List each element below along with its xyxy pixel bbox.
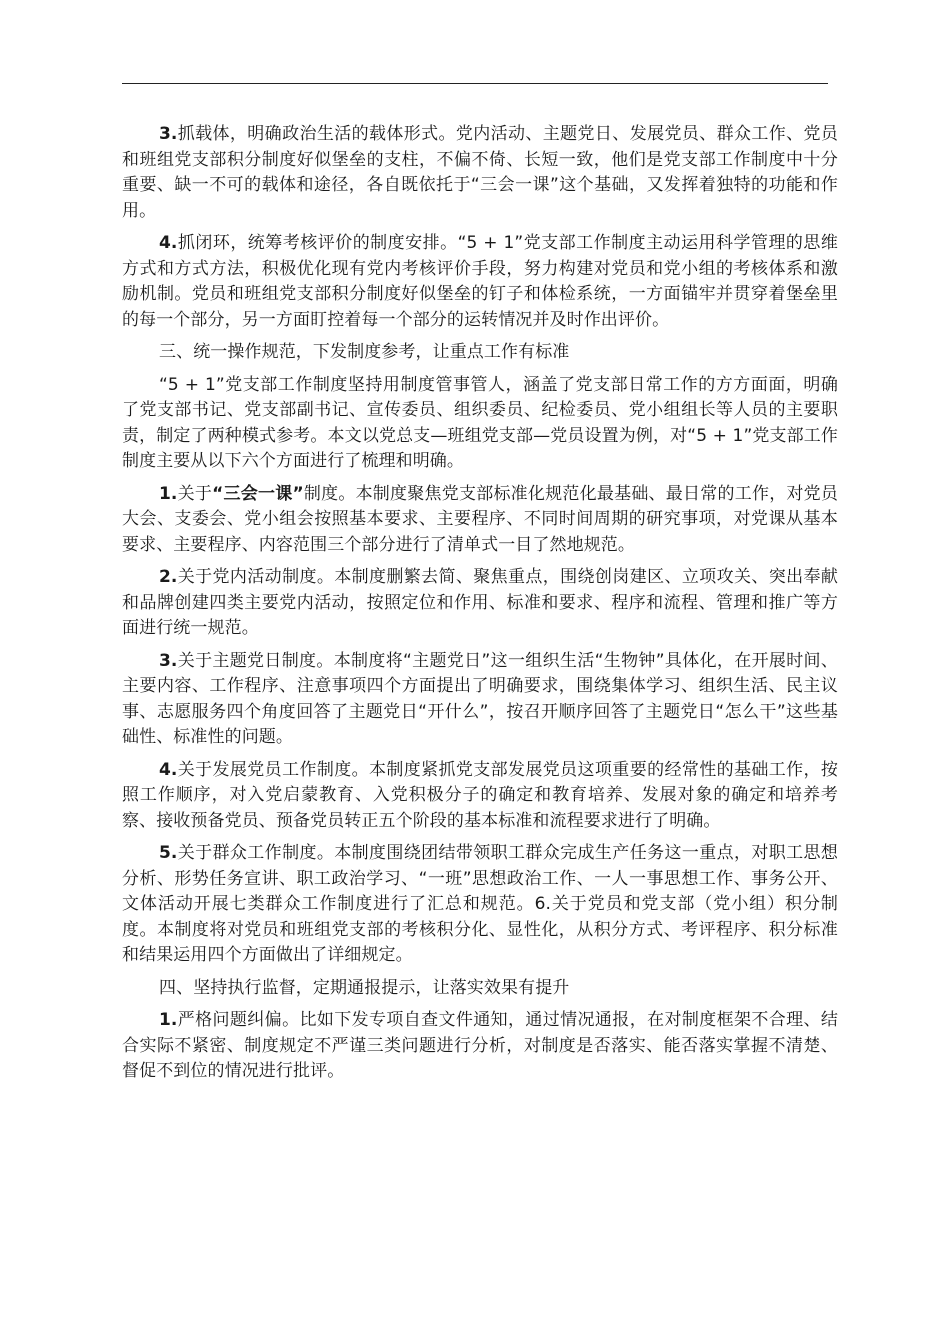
paragraph-number: 5. (159, 843, 178, 863)
paragraph-text: “5 + 1”党支部工作制度坚持用制度管事管人，涵盖了党支部日常工作的方方面面，明确了党支部书记、党支部副书记、宣传委员、组织委员、纪检委员、党小组组长等人员的主要职责，制定了两种模式参考。本文以党总支—班组党支部—党员设置为例，对“5 + 1”党支部工作制度主要从以下六个方面进行了梳理和明确。 (122, 374, 838, 471)
document-body (122, 122, 838, 1092)
header-rule (122, 83, 828, 84)
paragraph-text: 关于群众工作制度。本制度围绕团结带领职工群众完成生产任务这一重点，对职工思想分析、形势任务宣讲、职工政治学习、“一班”思想政治工作、一人一事思想工作、事务公开、文体活动开展七类群众工作制度进行了汇总和规范。6.关于党员和党支部（党小组）积分制度。本制度将对党员和班组党支部的考核积分化、显性化，从积分方式、考评程序、积分标准和结果运用四个方面做出了详细规定。 (122, 843, 838, 965)
paragraph-text-continued: 制度。本制度聚焦党支部标准化规范化最基础、最日常的工作，对党员大会、支委会、党小组会按照基本要求、主要程序、不同时间周期的研究事项，对党课从基本要求、主要程序、内容范围三个部分进行了清单式一目了然地规范。 (122, 483, 838, 555)
paragraph-3-carrier (122, 122, 838, 224)
paragraph-text: 关于主题党日制度。本制度将“主题党日”这一组织生活“生物钟”具体化，在开展时间、主要内容、工作程序、注意事项四个方面提出了明确要求，围绕集体学习、组织生活、民主议事、志愿服务四个角度回答了主题党日“开什么”，按召开顺序回答了主题党日“怎么干”这些基础性、标准性的问题。 (122, 650, 838, 747)
paragraph-text: 抓闭环，统筹考核评价的制度安排。“5 + 1”党支部工作制度主动运用科学管理的思维方式和方式方法，积极优化现有党内考核评价手段，努力构建对党员和党小组的考核体系和激励机制。党员和班组党支部积分制度好似堡垒的钉子和体检系统，一方面锚牢并贯穿着堡垒里的每一个部分，另一方面盯控着每一个部分的运转情况并及时作出评价。 (122, 233, 838, 330)
paragraph-highlight: “三会一课” (212, 483, 304, 504)
section-heading-text: 三、统一操作规范，下发制度参考，让重点工作有标准 (159, 342, 570, 362)
paragraph-5-mass-work (122, 841, 838, 969)
section-heading-3 (122, 340, 838, 366)
paragraph-number: 4. (159, 233, 178, 253)
paragraph-text: 关于党内活动制度。本制度删繁去简、聚焦重点，围绕创岗建区、立项攻关、突出奉献和品牌创建四类主要党内活动，按照定位和作用、标准和要求、程序和流程、管理和推广等方面进行统一规范。 (122, 567, 838, 638)
paragraph-4-closed-loop (122, 231, 838, 333)
paragraph-text: 关于 (177, 483, 213, 504)
section-heading-text: 四、坚持执行监督，定期通报提示，让落实效果有提升 (159, 977, 570, 998)
paragraph-3-theme-day (122, 649, 838, 751)
paragraph-2-party-activities (122, 565, 838, 642)
paragraph-number: 4. (159, 759, 178, 780)
section-heading-4 (122, 976, 838, 1002)
paragraph-4-member-development (122, 758, 838, 835)
paragraph-number: 1. (159, 483, 178, 504)
paragraph-number: 1. (159, 1010, 178, 1030)
paragraph-text: 抓载体，明确政治生活的载体形式。党内活动、主题党日、发展党员、群众工作、党员和班组党支部积分制度好似堡垒的支柱，不偏不倚、长短一致，他们是党支部工作制度中十分重要、缺一不可的载体和途径，各自既依托于“三会一课”这个基础，又发挥着独特的功能和作用。 (122, 124, 838, 221)
paragraph-number: 3. (159, 124, 178, 144)
paragraph-text: 严格问题纠偏。比如下发专项自查文件通知，通过情况通报，在对制度框架不合理、结合实际不紧密、制度规定不严谨三类问题进行分析，对制度是否落实、能否落实掌握不清楚、督促不到位的情况进行批评。 (122, 1010, 838, 1081)
paragraph-number: 2. (159, 567, 178, 587)
paragraph-text: 关于发展党员工作制度。本制度紧抓党支部发展党员这项重要的经常性的基础工作，按照工作顺序，对入党启蒙教育、入党积极分子的确定和教育培养、发展对象的确定和培养考察、接收预备党员、预备党员转正五个阶段的基本标准和流程要求进行了明确。 (122, 759, 838, 831)
paragraph-intro-5plus1 (122, 373, 838, 475)
paragraph-1-problem-correction (122, 1008, 838, 1085)
paragraph-1-three-meetings (122, 482, 838, 559)
paragraph-number: 3. (159, 650, 178, 671)
